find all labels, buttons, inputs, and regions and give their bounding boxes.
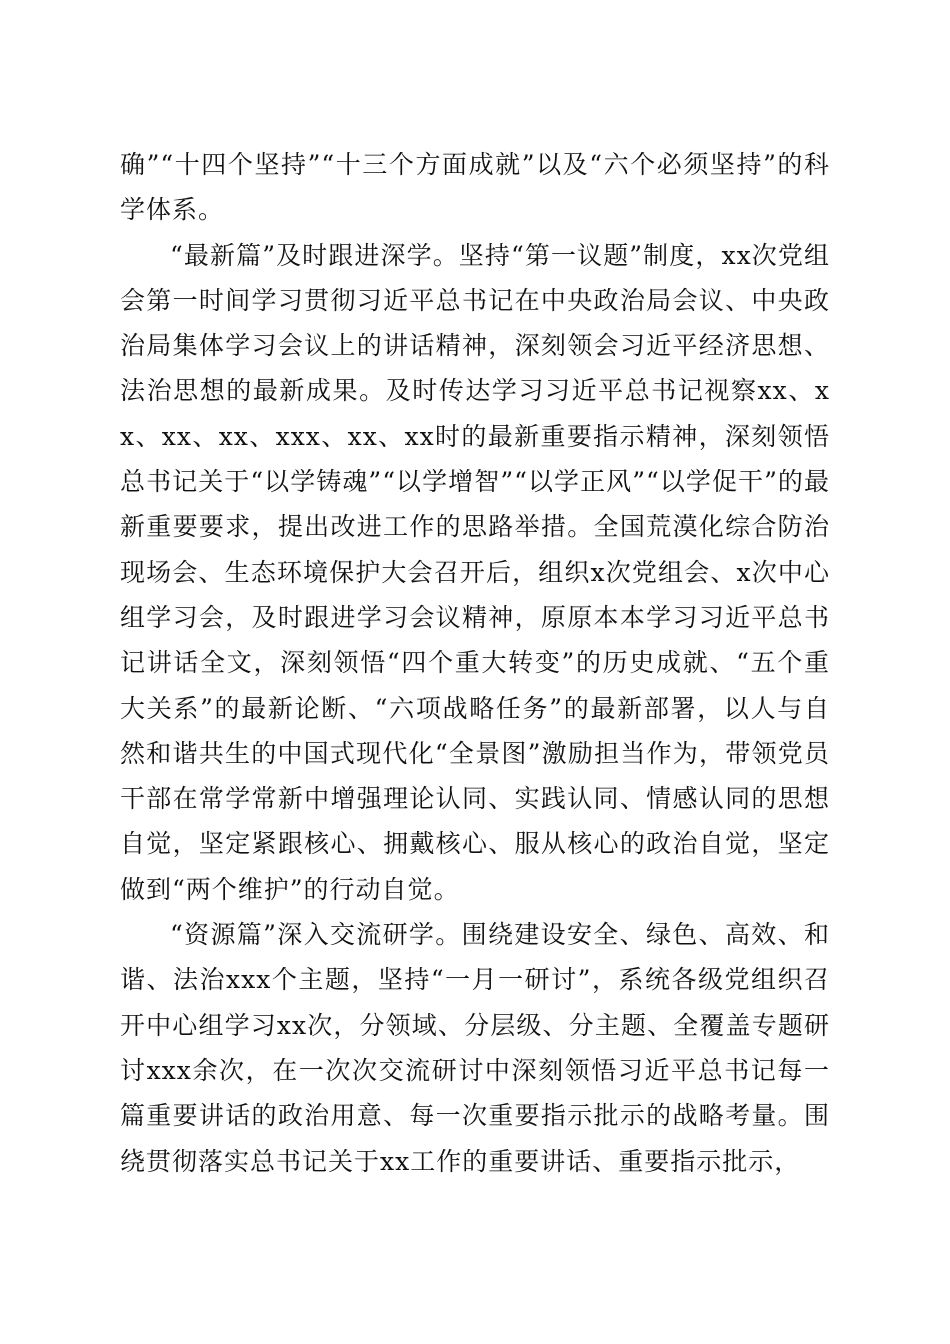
paragraph-resource-section: “资源篇”深入交流研学。围绕建设安全、绿色、高效、和谐、法治xxx个主题，坚持“一月一研讨”，系统各级党组织召开中心组学习xx次，分领域、分层级、分主题、全覆盖专题研讨xxx余次，在一次次交流研讨中深刻领悟习近平总书记每一篇重要讲话的政治用意、每一次重要指示批示的战略考量。围绕贯彻落实总书记关于xx工作的重要讲话、重要指示批示， [120,920,830,1176]
paragraph-latest-section: “最新篇”及时跟进深学。坚持“第一议题”制度，xx次党组会第一时间学习贯彻习近平总书记在中央政治局会议、中央政治局集体学习会议上的讲话精神，深刻领会习近平经济思想、法治思想的最新成果。及时传达学习习近平总书记视察xx、xx、xx、xx、xxx、xx、xx时的最新重要指示精神，深刻领悟总书记关于“以学铸魂”“以学增智”“以学正风”“以学促干”的最新重要要求，提出改进工作的思路举措。全国荒漠化综合防治现场会、生态环境保护大会召开后，组织x次党组会、x次中心组学习会，及时跟进学习会议精神，原原本本学习习近平总书记讲话全文，深刻领悟“四个重大转变”的历史成就、“五个重大关系”的最新论断、“六项战略任务”的最新部署，以人与自然和谐共生的中国式现代化“全景图”激励担当作为，带领党员干部在常学常新中增强理论认同、实践认同、情感认同的思想自觉，坚定紧跟核心、拥戴核心、服从核心的政治自觉，坚定做到“两个维护”的行动自觉。 [120,240,830,904]
document-body [120,142,830,1184]
paragraph-intro-continuation: 确”“十四个坚持”“十三个方面成就”以及“六个必须坚持”的科学体系。 [120,150,830,225]
